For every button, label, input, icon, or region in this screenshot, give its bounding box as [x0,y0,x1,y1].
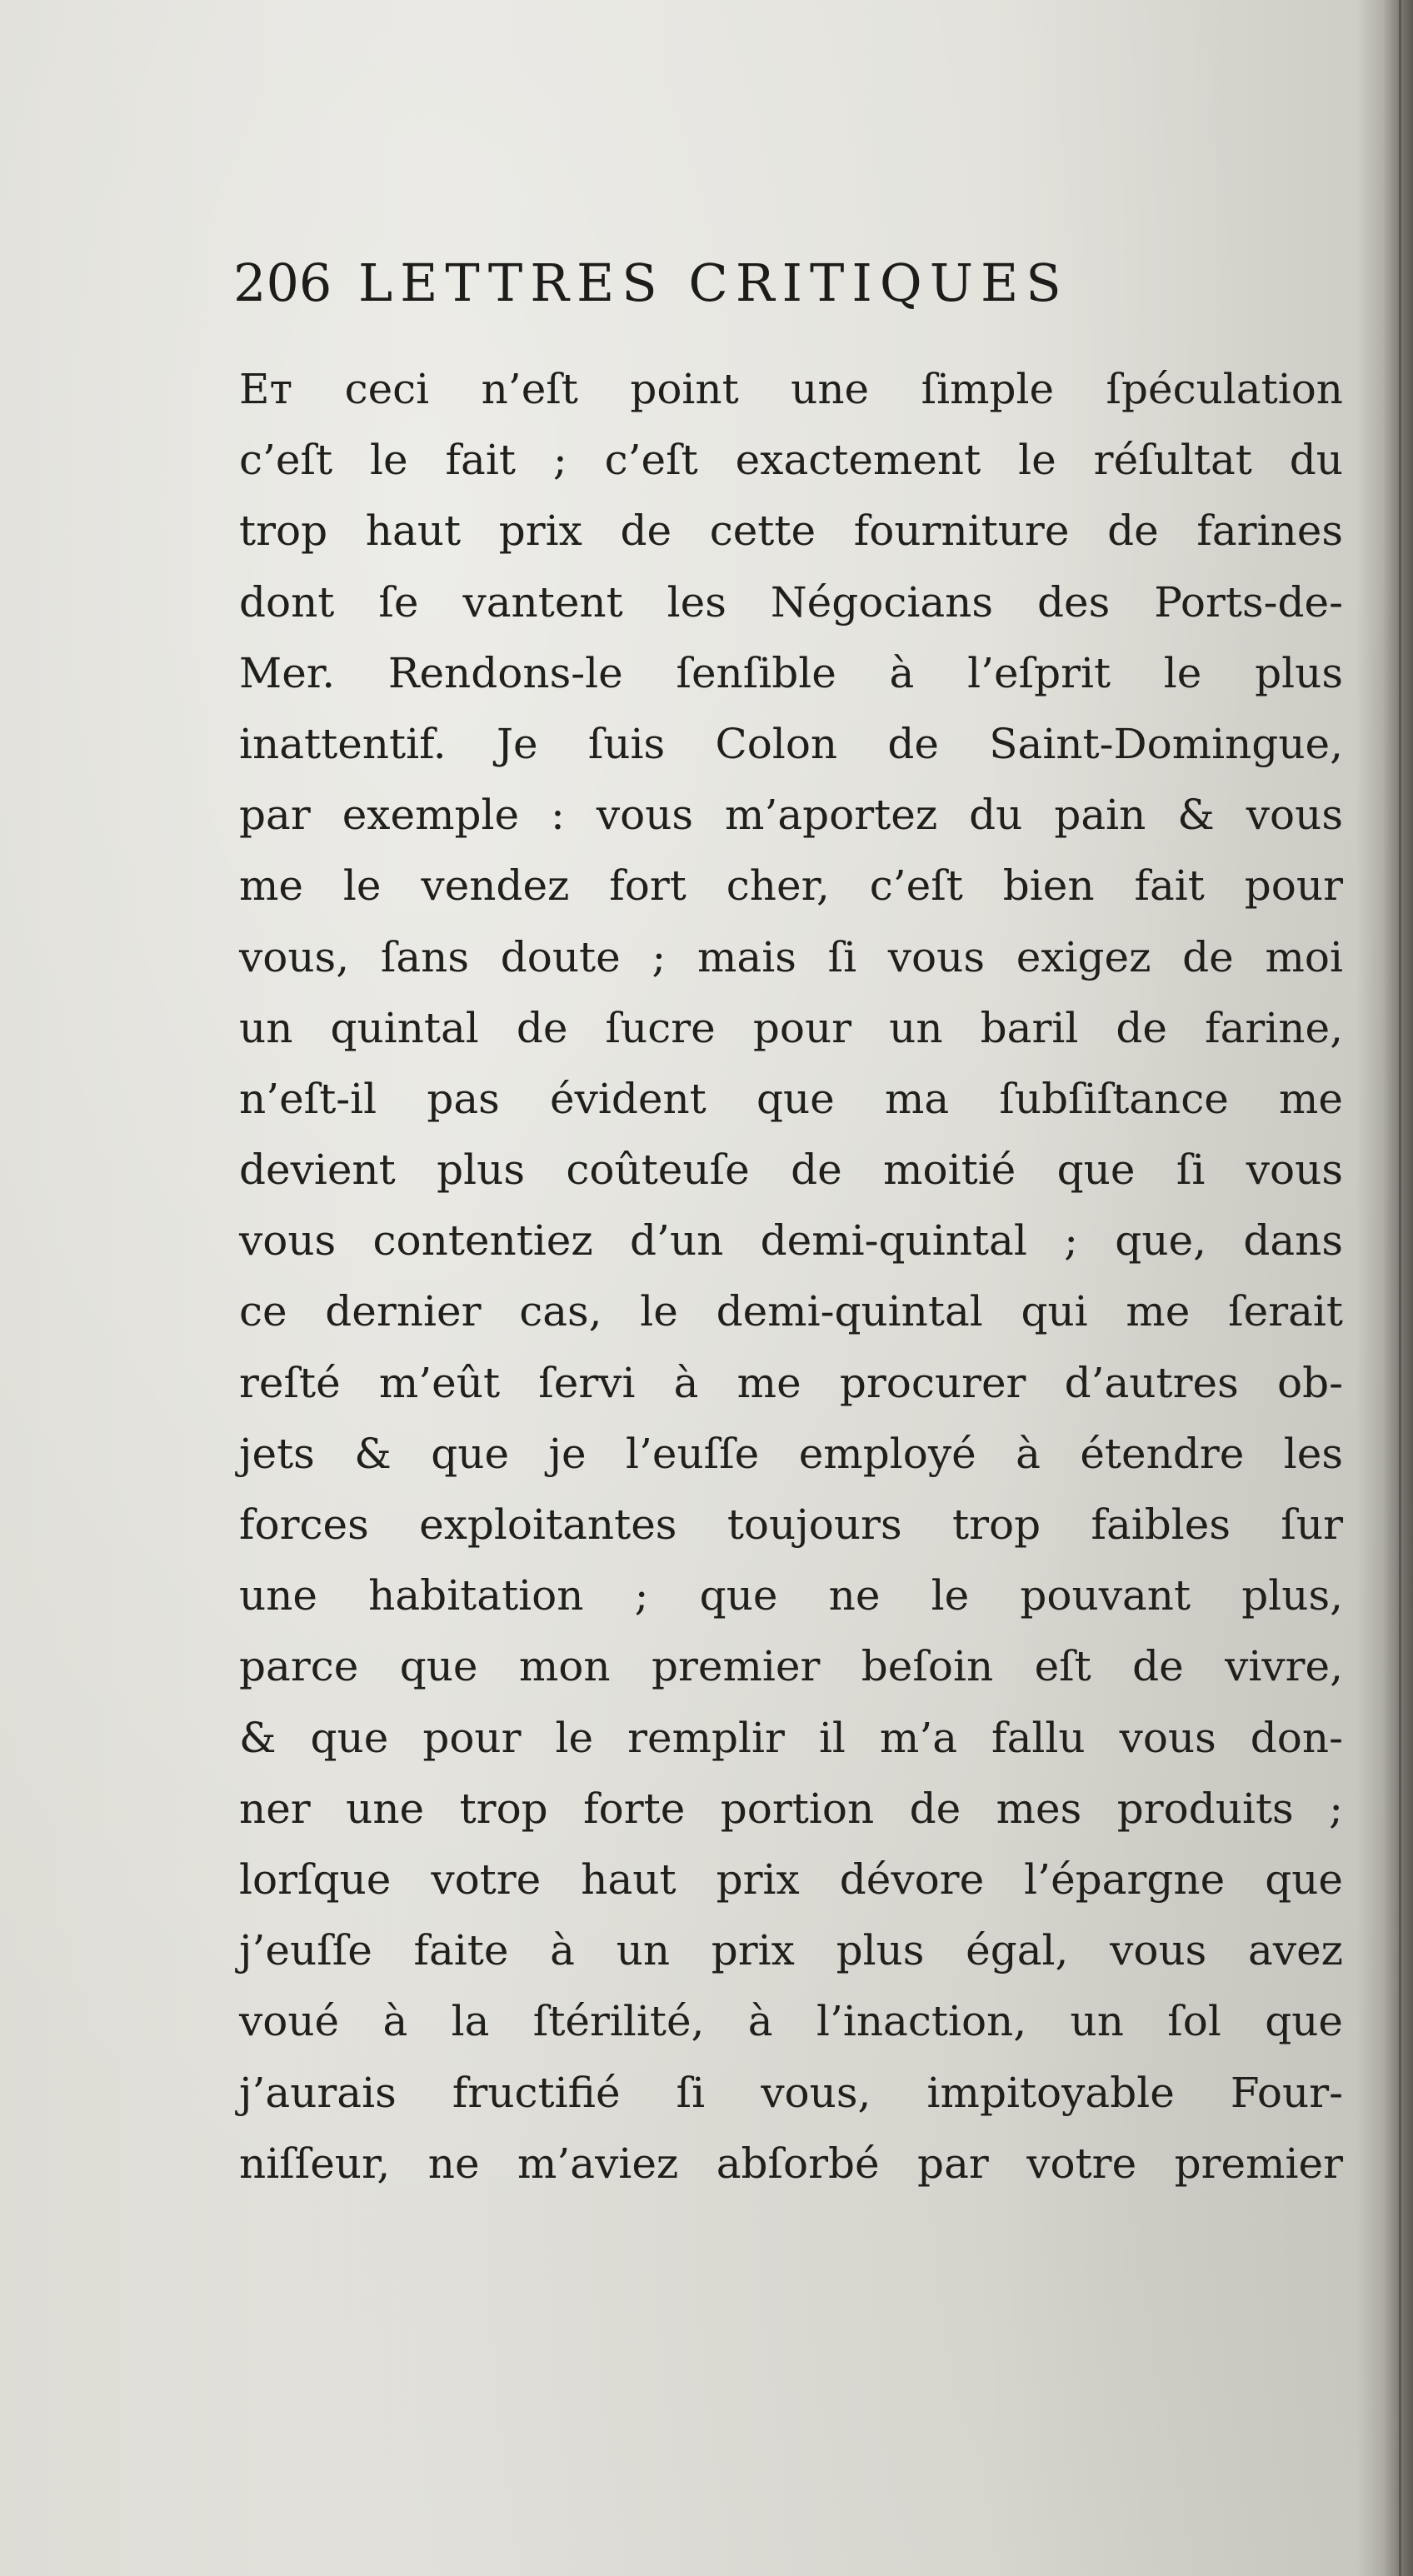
text-line: vous contentiez d’un demi-quintal ; que, dans [239,1216,1343,1266]
page-edge-shadow [1383,0,1413,2576]
text-line: trop haut prix de cette fourniture de farines [239,507,1343,556]
page-edge-line [1399,0,1401,2576]
body-text [239,354,1343,2199]
page-header [233,250,1233,325]
text-line: un quintal de ſucre pour un baril de farine, [239,1003,1343,1052]
text-line: inattentif. Je ſuis Colon de Saint-Domingue, [239,719,1343,768]
text-line: me le vendez fort cher, c’eſt bien fait pour [239,861,1343,911]
text-line: j’aurais fructifié ſi vous, impitoyable Four- [239,2068,1343,2117]
text-line: ce dernier cas, le demi-quintal qui me ſerait [239,1287,1343,1336]
page-number: 206 [233,252,332,313]
text-line: devient plus coûteuſe de moitié que ſi vous [239,1146,1343,1195]
text-line: c’eſt le fait ; c’eſt exactement le réſultat du [239,436,1343,485]
text-line: niſſeur, ne m’aviez abſorbé par votre premier [239,2139,1343,2188]
text-line: & que pour le remplir il m’a fallu vous don- [239,1713,1343,1762]
text-line: n’eſt-il pas évident que ma ſubſiſtance me [239,1074,1343,1123]
running-title: LETTRES CRITIQUES [358,252,1069,313]
text-line: j’euſſe faite à un prix plus égal, vous avez [239,1926,1343,1975]
text-line: forces exploitantes toujours trop faibles ſur [239,1500,1343,1549]
text-line: lorſque votre haut prix dévore l’épargne que [239,1855,1343,1904]
text-line: vous, ſans doute ; mais ſi vous exigez de moi [239,932,1343,981]
text-line: voué à la ſtérilité, à l’inaction, un ſol que [239,1997,1343,2046]
text-line: dont ſe vantent les Négocians des Ports-de- [239,577,1343,627]
text-line: Eт ceci n’eſt point une ſimple ſpéculation [239,365,1343,413]
text-line: Mer. Rendons-le ſenſible à l’eſprit le plus [239,648,1343,697]
text-line: par exemple : vous m’aportez du pain & vous [239,791,1343,840]
text-line: jets & que je l’euſſe employé à étendre les [239,1429,1343,1478]
text-line: reſté m’eût ſervi à me procurer d’autres ob- [239,1358,1343,1407]
text-line: ner une trop forte portion de mes produits ; [239,1784,1343,1833]
text-line: une habitation ; que ne le pouvant plus, [239,1571,1343,1620]
text-line: parce que mon premier beſoin eſt de vivre, [239,1642,1343,1691]
